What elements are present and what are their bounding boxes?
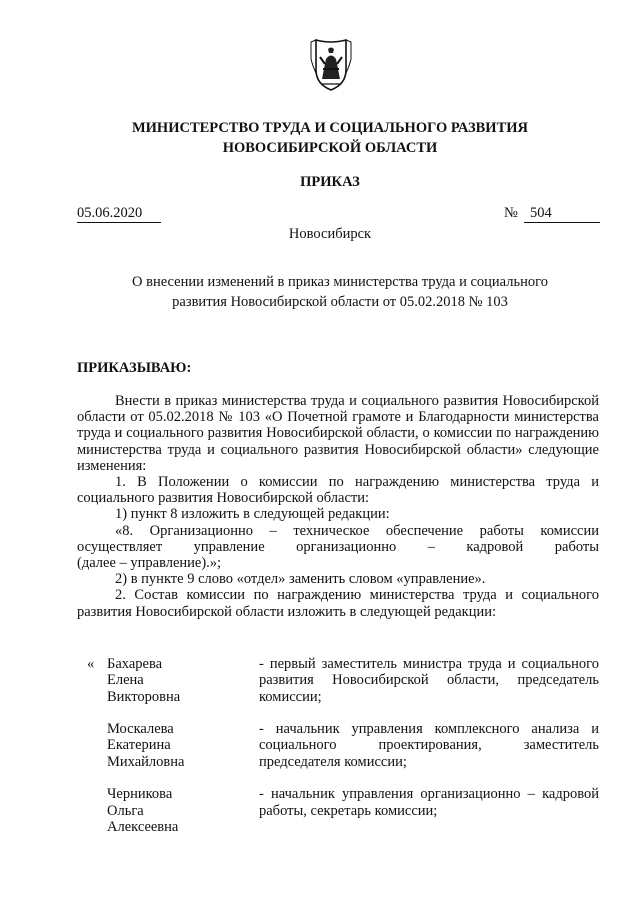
member-first-name: Екатерина	[107, 737, 171, 754]
ministry-name-line2: НОВОСИБИРСКОЙ ОБЛАСТИ	[222, 140, 438, 156]
member-name	[107, 656, 247, 705]
member-patronymic: Викторовна	[107, 688, 181, 705]
paragraph: 1. В Положении о комиссии по награждению министерства труда и социального развития Новосибирской области:	[77, 474, 599, 507]
member-surname: Бахарева	[107, 656, 163, 672]
commission-members	[77, 656, 599, 851]
member-surname: Москалева	[107, 721, 174, 738]
coat-of-arms-emblem	[309, 37, 353, 93]
member-row	[77, 656, 599, 705]
member-role: - начальник управления организационно – кадровой работы, секретарь комиссии;	[259, 786, 599, 819]
ministry-name	[60, 118, 600, 158]
document-body	[77, 393, 599, 620]
document-date: 05.06.2020	[77, 205, 161, 223]
member-first-name: Ольга	[107, 802, 144, 819]
member-role: - первый заместитель министра труда и социального развития Новосибирской области, председатель комиссии;	[259, 656, 599, 705]
paragraph: 2. Состав комиссии по награждению министерства труда и социального развития Новосибирской области изложить в следующей редакции:	[77, 587, 599, 620]
paragraph: «8. Организационно – техническое обеспечение работы комиссии осуществляет управление организационно – кадровой работы	[77, 522, 599, 555]
member-surname: Черникова	[107, 786, 173, 803]
paragraph: (далее – управление).»;	[77, 555, 222, 572]
ministry-name-line1: МИНИСТЕРСТВО ТРУДА И СОЦИАЛЬНОГО РАЗВИТИЯ	[131, 120, 529, 136]
order-heading: ПРИКАЗЫВАЮ:	[77, 360, 192, 376]
member-row	[77, 786, 599, 834]
number-label: №	[504, 205, 518, 221]
member-first-name: Елена	[107, 672, 144, 689]
paragraph: 1) пункт 8 изложить в следующей редакции:	[115, 506, 390, 523]
member-patronymic: Алексеевна	[107, 818, 179, 835]
subject-line1: О внесении изменений в приказ министерства труда и социального	[132, 274, 548, 290]
member-patronymic: Михайловна	[107, 753, 185, 770]
document-type: ПРИКАЗ	[300, 174, 360, 190]
member-row	[77, 721, 599, 770]
paragraph: 2) в пункте 9 слово «отдел» заменить словом «управление».	[115, 571, 486, 588]
subject-line2: развития Новосибирской области от 05.02.2018 № 103	[172, 294, 508, 310]
member-name	[107, 721, 247, 770]
member-name	[107, 786, 247, 835]
member-role: - начальник управления комплексного анализа и социального проектирования, заместитель председателя комиссии;	[259, 721, 599, 770]
opening-quote: «	[87, 656, 95, 672]
paragraph: Внести в приказ министерства труда и социального развития Новосибирской области от 05.02.2018 № 103 «О Почетной грамоте и Благодарности министерства труда и социального развития Новосибирской области, о комиссии по награждению министерства труда и социального развития Новосибирской области» следующие изменения:	[77, 393, 599, 474]
city: Новосибирск	[288, 226, 372, 242]
document-number: 504	[524, 205, 600, 223]
document-subject	[130, 272, 550, 312]
